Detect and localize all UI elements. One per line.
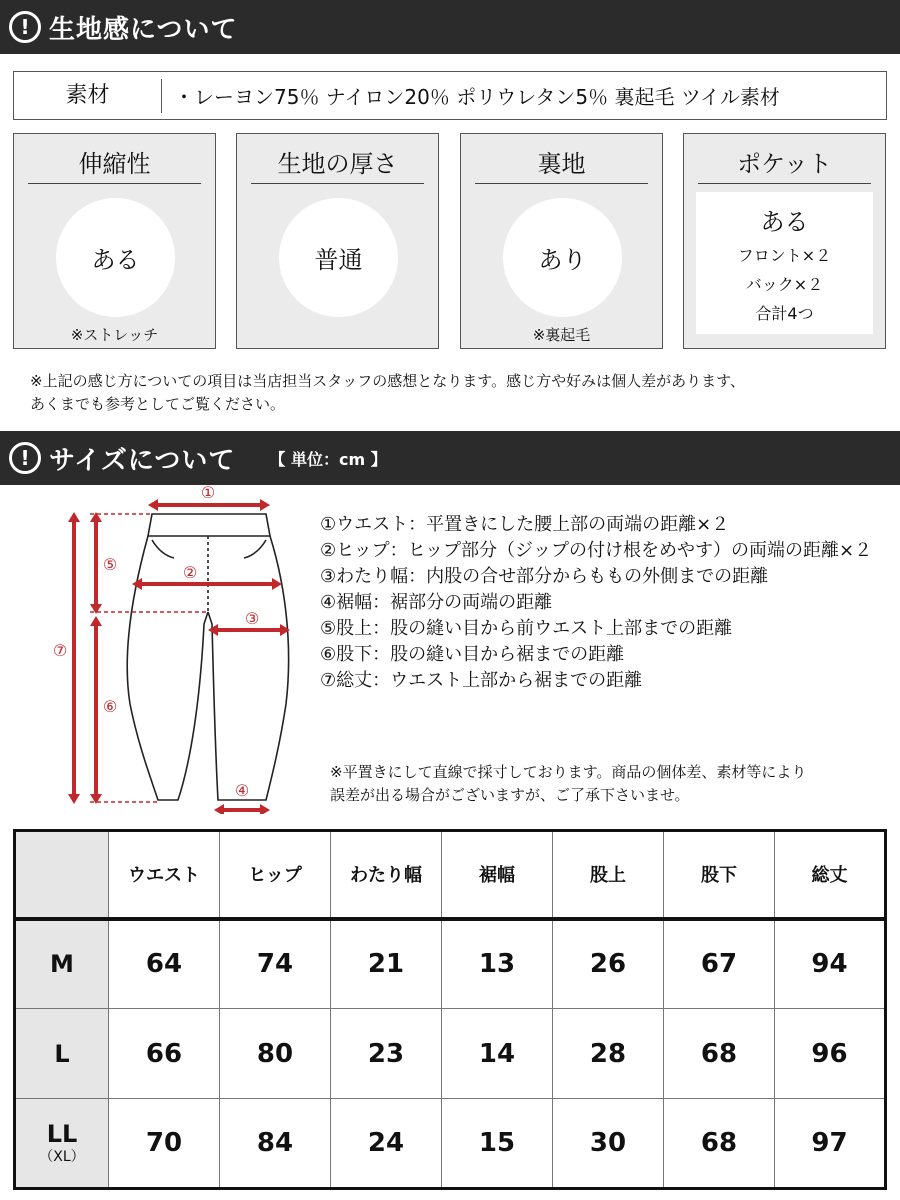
table-cell: 74 [220,919,331,1009]
legend-item: ⑥股下：股の縫い目から裾までの距離 [320,644,625,665]
fabric-section-title: 生地感について [49,14,238,45]
table-cell: 84 [220,1099,331,1189]
table-row [15,1099,886,1189]
table-cell: 13 [442,919,553,1009]
header-rise: 股上 [553,831,664,919]
header-waist: ウエスト [109,831,220,919]
marker-6-label: ⑥ [102,697,118,716]
table-cell: 21 [331,919,442,1009]
feature-title: 裏地 [475,146,648,184]
legend-item: ④裾幅：裾部分の両端の距離 [320,592,553,613]
marker-5-label: ⑤ [102,555,118,574]
table-cell: 26 [553,919,664,1009]
pants-measurement-diagram [40,484,310,814]
exclamation-icon: ! [9,11,41,43]
marker-3-label: ③ [244,609,260,628]
feature-value: ある [56,198,175,317]
fabric-note-line: あくまでも参考としてご覧ください。 [30,395,286,413]
pocket-value: ある [760,208,809,236]
table-cell: 68 [664,1009,775,1099]
header-hip: ヒップ [220,831,331,919]
legend-item: ①ウエスト：平置きにした腰上部の両端の距離×２ [320,514,730,535]
size-note-line: 誤差が出る場合がございますが、ご了承下さいませ。 [330,786,690,804]
table-cell: 97 [775,1099,886,1189]
legend-item: ②ヒップ：ヒップ部分（ジップの付け根をめやす）の両端の距離×２ [320,540,873,561]
measurement-legend [320,512,872,694]
header-length: 総丈 [775,831,886,919]
table-cell: 30 [553,1099,664,1189]
size-table [13,829,887,1190]
measurement-markers [74,505,286,810]
material-label: 素材 [14,79,162,113]
feature-box-lining [460,133,663,349]
unit-label: 【 単位：cm 】 [269,449,387,469]
size-note [330,761,806,807]
legend-item: ③わたり幅：内股の合せ部分からももの外側までの距離 [320,566,769,587]
size-section-title: サイズについて [49,445,236,476]
size-label [15,1099,109,1189]
size-name: M [50,950,74,979]
size-sub: （XL） [39,1149,85,1165]
header-thigh: わたり幅 [331,831,442,919]
table-cell: 23 [331,1009,442,1099]
table-cell: 14 [442,1009,553,1099]
header-inseam: 股下 [664,831,775,919]
material-row [13,71,887,120]
size-name: L [54,1039,70,1068]
feature-box-thickness [236,133,439,349]
measurement-arrowheads [68,499,290,814]
marker-7-label: ⑦ [52,641,68,660]
feature-box-stretch [13,133,216,349]
header-corner [15,831,109,919]
feature-title: 生地の厚さ [251,146,424,184]
pocket-line: 合計4つ [755,304,814,323]
size-table-header-row [15,831,886,919]
table-cell: 66 [109,1009,220,1099]
legend-item: ⑤股上：股の縫い目から前ウエスト上部までの距離 [320,618,733,639]
pocket-line: バック×２ [745,275,824,294]
size-note-line: ※平置きにして直線で採寸しております。商品の個体差、素材等により [330,763,807,781]
table-cell: 67 [664,919,775,1009]
material-value: ・レーヨン75％ ナイロン20％ ポリウレタン5％ 裏起毛 ツイル素材 [174,85,780,109]
feature-value: あり [503,198,622,317]
fabric-note [30,370,745,416]
feature-title: ポケット [698,146,871,184]
table-cell: 68 [664,1099,775,1189]
feature-box-pocket [683,133,886,349]
feature-value: 普通 [279,198,398,317]
table-cell: 80 [220,1009,331,1099]
size-name: LL [46,1120,78,1148]
table-cell: 70 [109,1099,220,1189]
table-cell: 96 [775,1009,886,1099]
table-cell: 94 [775,919,886,1009]
marker-4-label: ④ [234,781,250,800]
header-hem: 裾幅 [442,831,553,919]
fabric-section-header [0,0,900,54]
feature-title: 伸縮性 [28,146,201,184]
pocket-detail [696,192,873,334]
fabric-note-line: ※上記の感じ方についての項目は当店担当スタッフの感想となります。感じ方や好みは個人差があります、 [30,372,745,390]
pocket-line: フロント×２ [737,246,832,265]
size-label [15,1009,109,1099]
pants-outline-icon [127,514,288,800]
marker-1-label: ① [200,484,216,502]
exclamation-icon: ! [9,442,41,474]
table-row [15,919,886,1009]
size-label [15,919,109,1009]
legend-item: ⑦総丈：ウエスト上部から裾までの距離 [320,670,643,691]
table-cell: 24 [331,1099,442,1189]
feature-note: ※ストレッチ [70,326,159,344]
table-cell: 15 [442,1099,553,1189]
table-cell: 64 [109,919,220,1009]
table-cell: 28 [553,1009,664,1099]
size-section-header [0,431,900,485]
marker-2-label: ② [182,563,198,582]
feature-note: ※裏起毛 [532,326,591,344]
table-row [15,1009,886,1099]
